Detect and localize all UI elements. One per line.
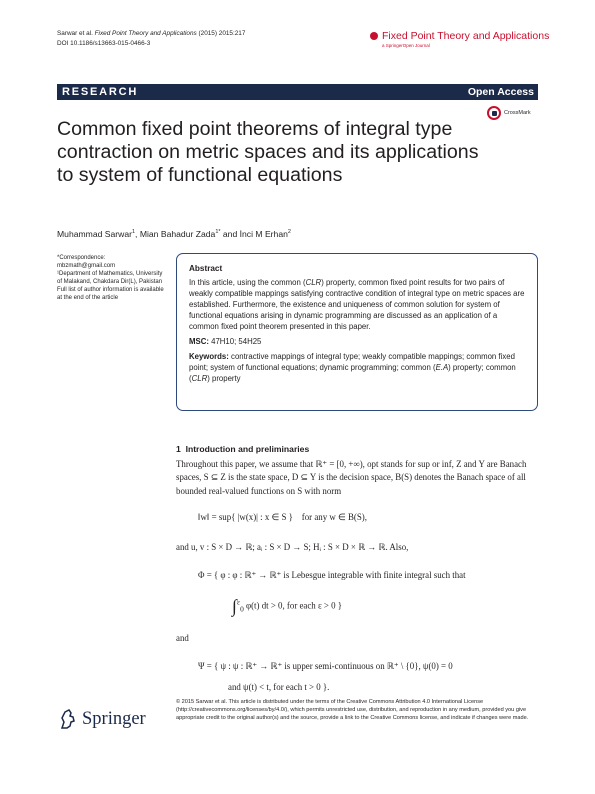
article-type-band: [57, 84, 538, 100]
author-affiliation-marker: 1*: [215, 229, 221, 236]
phi-integral-line: [232, 596, 342, 617]
integral-upper-limit: ε: [236, 597, 241, 607]
journal-dot-icon: [370, 32, 378, 40]
phi-set-equation: Φ = { φ : φ : ℝ⁺ → ℝ⁺ is Lebesgue integrable with finite integral such that: [198, 570, 466, 580]
crossmark-label: CrossMark: [504, 110, 531, 116]
abstract-text-part: In this article, using the common (: [189, 278, 306, 287]
author-name[interactable]: İnci M Erhan: [239, 229, 288, 239]
author-list: Muhammad Sarwar$^1$, Mian Bahadur Zada$^{1*}$ and İnci M Erhan$^2$: [57, 229, 291, 239]
journal-subtitle: a SpringerOpen Journal: [382, 43, 430, 48]
author-name[interactable]: Mian Bahadur Zada: [139, 229, 216, 239]
journal-logo[interactable]: [370, 30, 549, 48]
abstract-text: [189, 277, 527, 332]
springer-wordmark: Springer: [82, 708, 146, 729]
abstract-box: [176, 253, 538, 411]
msc-label: MSC:: [189, 337, 209, 346]
psi-set-equation: Ψ = { ψ : ψ : ℝ⁺ → ℝ⁺ is upper semi-continuous on ℝ⁺ \ {0}, ψ(0) = 0: [198, 661, 453, 671]
integral-lower-limit: 0: [240, 604, 244, 614]
springer-logo[interactable]: [58, 708, 146, 730]
author-affiliation-marker: 1: [131, 229, 136, 236]
correspondence-sidebar: [57, 254, 167, 302]
author-affiliation-marker: 2: [287, 229, 291, 236]
keywords-clr: CLR: [191, 374, 208, 383]
norm-formula: ‖w‖ = sup{ |w(x)| : x ∈ S }: [198, 512, 293, 522]
citation-journal: Fixed Point Theory and Applications: [94, 30, 197, 37]
journal-name: Fixed Point Theory and Applications: [382, 30, 550, 42]
norm-condition: for any w ∈ B(S),: [301, 512, 367, 522]
author-info-note: Full list of author information is available at the end of the article: [57, 287, 164, 301]
affiliation-text: ¹Department of Mathematics, University of Malakand, Chakdara Dir(L), Pakistan: [57, 271, 163, 285]
doi-link[interactable]: DOI 10.1186/s13663-015-0466-3: [57, 40, 151, 47]
correspondence-label: *Correspondence:: [57, 255, 106, 261]
intro-paragraph: Throughout this paper, we assume that ℝ⁺ = [0, +∞), opt stands for sup or inf, Z and Y are Banach spaces, S ⊆ Z is the state space, D ⊆ Y is the decision space, B(S) denotes the Banach space of all bounded real-valued functions on S with norm: [176, 459, 527, 496]
article-title: Common fixed point theorems of integral type contraction on metric spaces and its applications to system of functional equations: [57, 118, 479, 186]
maps-line: and u, v : S × D → ℝ; aᵢ : S × D → S; Hᵢ : S × D × ℝ → ℝ. Also,: [176, 542, 409, 552]
and-connector: and: [176, 633, 189, 643]
section-title: Introduction and preliminaries: [185, 444, 310, 454]
integral-icon: ∫: [232, 596, 237, 616]
msc-line: [189, 336, 527, 347]
abstract-heading: Abstract: [189, 264, 223, 273]
keywords-text: ) property: [207, 374, 241, 383]
norm-equation: [198, 512, 367, 523]
keywords-label: Keywords:: [189, 352, 229, 361]
citation-header: [57, 29, 245, 49]
section-number: 1: [176, 444, 181, 454]
keywords-text: contractive mappings of integral type; weakly compatible mappings; common fixed point; system of functional equations; dynamic programming; common (: [189, 352, 515, 372]
license-notice: © 2015 Sarwar et al. This article is distributed under the terms of the Creative Commons Attribution 4.0 International License (http://creativecommons.org/licenses/by/4.0/), which permits unrestricted use, distribution, and reproduction in any medium, provided you give appropriate credit to the original author(s) and the source, provide a link to the Creative Commons license, and indicate if changes were made.: [176, 699, 529, 722]
crossmark-icon: [487, 106, 501, 120]
phi-integral-text: φ(t) dt > 0, for each ε > 0 }: [245, 600, 343, 611]
keywords-ea: E.A: [435, 363, 449, 372]
article-type-label: RESEARCH: [62, 86, 139, 98]
msc-value: 47H10; 54H25: [211, 337, 262, 346]
correspondence-email[interactable]: mbzmath@gmail.com: [57, 263, 116, 269]
open-access-label: Open Access: [467, 86, 534, 98]
keywords-text: ) property; common (: [189, 363, 516, 383]
section-heading: [176, 444, 309, 454]
psi-condition: and ψ(t) < t, for each t > 0 }.: [228, 682, 330, 692]
crossmark-button[interactable]: [487, 106, 531, 120]
author-name[interactable]: Muhammad Sarwar: [57, 229, 132, 239]
springer-horse-icon: [58, 708, 78, 730]
citation-rest: (2015) 2015:217: [198, 30, 246, 37]
abstract-text-part: ) property, common fixed point results for two pairs of weakly compatible mappings satisfying contractive condition of integral type on metric spaces are established. Furthermore, the existence and uniqueness of common solution for system of functional equations arising in dynamic programming are discussed as an application of a common fixed point theorem presented in this paper.: [189, 278, 525, 331]
abstract-clr: CLR: [305, 278, 322, 287]
keywords-line: [189, 351, 527, 384]
citation-authors: Sarwar et al.: [57, 30, 93, 37]
